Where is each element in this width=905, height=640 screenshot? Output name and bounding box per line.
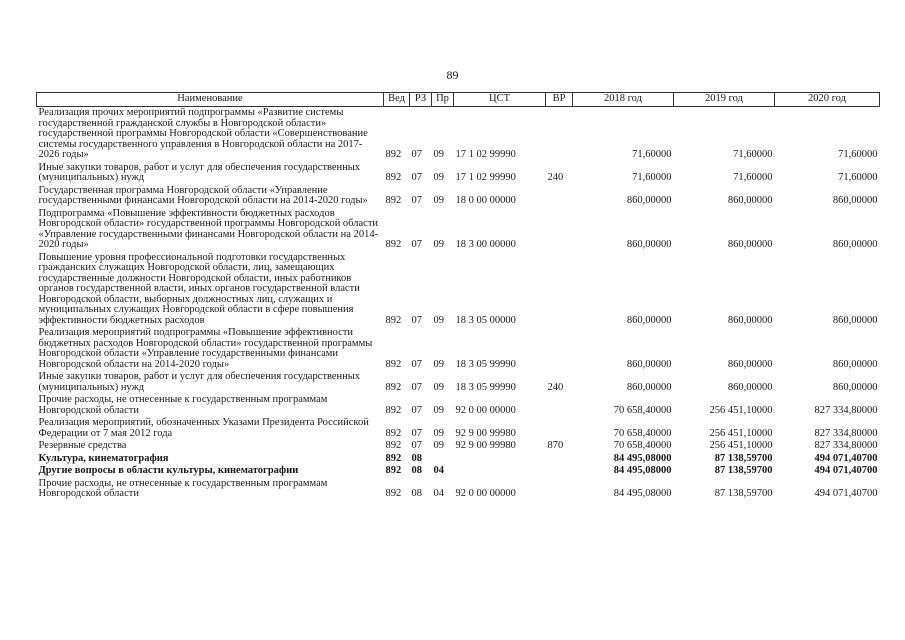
row-amount-2018: 71,60000 xyxy=(632,172,672,183)
table-row xyxy=(37,453,880,466)
row-amount-2020: 827 334,80000 xyxy=(814,440,878,451)
row-vr xyxy=(546,417,573,440)
row-ved: 892 xyxy=(385,239,402,250)
row-rz: 07 xyxy=(411,381,422,393)
row-name: Реализация мероприятий, обозначенных Указами Президента Российской Федерации от 7 мая 2012 года xyxy=(38,417,369,439)
row-amount-2018: 84 495,08000 xyxy=(613,465,672,476)
header-name: Наименование xyxy=(37,93,384,107)
row-cst: 92 0 00 00000 xyxy=(455,488,516,499)
row-rz: 07 xyxy=(411,195,422,206)
row-ved: 892 xyxy=(385,488,402,499)
row-vr xyxy=(546,465,573,478)
row-amount-2018: 860,00000 xyxy=(626,239,672,250)
row-rz: 07 xyxy=(411,314,422,326)
row-name: Реализация прочих мероприятий подпрограммы «Развитие системы государственной гражданской службы в Новгородской области» государственной программы Новгородской области «Совершенствование системы государственного управления в Новгородской области на 2017-2026 годы» xyxy=(38,107,368,160)
row-ved: 892 xyxy=(385,314,402,326)
row-vr: 870 xyxy=(547,440,564,451)
table-row xyxy=(37,162,880,185)
row-amount-2019: 860,00000 xyxy=(727,195,773,206)
row-amount-2019: 71,60000 xyxy=(733,149,773,160)
row-name: Прочие расходы, не отнесенные к государственным программам Новгородской области xyxy=(38,477,328,499)
header-pr: Пр xyxy=(432,93,454,107)
header-2018: 2018 год xyxy=(573,93,674,107)
row-cst: 18 3 05 99990 xyxy=(455,381,516,393)
row-rz: 07 xyxy=(411,358,422,370)
row-name: Реализация мероприятий подпрограммы «Повышение эффективности бюджетных расходов Новгородской области» государственной программы Новгородской области «Управление государственными финансами Новгородской области на 2014-2020 годы» xyxy=(38,327,373,370)
header-2020: 2020 год xyxy=(775,93,880,107)
row-amount-2019: 860,00000 xyxy=(727,358,773,370)
row-vr xyxy=(546,107,573,162)
row-cst: 17 1 02 99990 xyxy=(455,149,516,160)
row-pr: 09 xyxy=(433,239,444,250)
table-row xyxy=(37,252,880,328)
row-pr: 09 xyxy=(433,404,444,416)
header-ved: Вед xyxy=(384,93,410,107)
row-name: Иные закупки товаров, работ и услуг для обеспечения государственных (муниципальных) нужд xyxy=(38,371,361,393)
row-amount-2020: 860,00000 xyxy=(832,381,878,393)
row-pr: 04 xyxy=(433,488,444,499)
row-amount-2020: 71,60000 xyxy=(838,172,878,183)
table-row xyxy=(37,478,880,501)
row-ved: 892 xyxy=(385,427,402,439)
row-amount-2018: 860,00000 xyxy=(626,314,672,326)
budget-table xyxy=(36,92,880,501)
table-body xyxy=(37,107,880,501)
row-rz: 07 xyxy=(411,427,422,439)
row-rz: 07 xyxy=(411,149,422,160)
row-cst: 17 1 02 99990 xyxy=(455,172,516,183)
row-rz: 08 xyxy=(411,488,422,499)
row-ved: 892 xyxy=(385,440,402,451)
table-row xyxy=(37,417,880,440)
row-name: Государственная программа Новгородской области «Управление государственными финансами Новгородской области на 2014-2020 годы» xyxy=(38,184,368,206)
row-cst: 18 3 05 00000 xyxy=(455,314,516,326)
row-vr xyxy=(546,208,573,252)
row-pr: 09 xyxy=(433,149,444,160)
row-vr xyxy=(546,185,573,208)
row-ved: 892 xyxy=(385,149,402,160)
row-name: Повышение уровня профессиональной подготовки государственных гражданских служащих Новгородской области, лиц, замещающих государственные должности Новгородской области, иных работников органов государственной власти, иных органов государственной власти Новгородской области, выборных должностных лиц, служащих и муниципальных служащих Новгородской области в сфере повышения эффективности бюджетных расходов xyxy=(38,251,360,326)
row-ved: 892 xyxy=(385,381,402,393)
row-rz: 07 xyxy=(411,440,422,451)
header-vr: ВР xyxy=(546,93,573,107)
row-amount-2018: 84 495,08000 xyxy=(613,488,672,499)
table-row xyxy=(37,465,880,478)
row-amount-2019: 87 138,59700 xyxy=(714,488,773,499)
row-rz: 07 xyxy=(411,239,422,250)
table-row xyxy=(37,394,880,417)
row-pr: 09 xyxy=(433,358,444,370)
row-vr: 240 xyxy=(547,381,564,393)
row-cst: 92 9 00 99980 xyxy=(455,440,516,451)
row-name: Культура, кинематография xyxy=(38,452,169,464)
row-vr xyxy=(546,327,573,371)
row-vr xyxy=(546,252,573,328)
row-name: Прочие расходы, не отнесенные к государственным программам Новгородской области xyxy=(38,394,328,416)
row-rz: 07 xyxy=(411,404,422,416)
row-name: Резервные средства xyxy=(38,440,127,451)
row-amount-2018: 70 658,40000 xyxy=(613,427,672,439)
table-header-row xyxy=(37,93,880,107)
row-ved: 892 xyxy=(385,195,402,206)
row-pr: 09 xyxy=(433,440,444,451)
page-number: 89 xyxy=(446,68,459,82)
row-amount-2018: 84 495,08000 xyxy=(613,452,672,464)
header-cst: ЦСТ xyxy=(454,93,546,107)
row-rz: 07 xyxy=(411,172,422,183)
row-rz: 08 xyxy=(411,452,422,464)
row-name: Иные закупки товаров, работ и услуг для обеспечения государственных (муниципальных) нужд xyxy=(38,161,361,183)
row-ved: 892 xyxy=(385,172,402,183)
row-amount-2020: 494 071,40700 xyxy=(814,465,878,476)
row-pr: 09 xyxy=(433,381,444,393)
row-pr xyxy=(432,453,454,466)
table-row xyxy=(37,107,880,162)
row-cst: 18 0 00 00000 xyxy=(455,195,516,206)
table-row xyxy=(37,327,880,371)
row-amount-2020: 860,00000 xyxy=(832,314,878,326)
row-amount-2018: 860,00000 xyxy=(626,358,672,370)
row-amount-2020: 71,60000 xyxy=(838,149,878,160)
row-vr: 240 xyxy=(547,172,564,183)
row-cst xyxy=(454,465,546,478)
row-cst: 92 9 00 99980 xyxy=(455,427,516,439)
row-name: Подпрограмма «Повышение эффективности бюджетных расходов Новгородской области» государственной программы Новгородской области «Управление государственными финансами Новгородской области на 2014-2020 годы» xyxy=(38,207,379,250)
table-row xyxy=(37,371,880,394)
row-amount-2019: 256 451,10000 xyxy=(709,427,773,439)
row-amount-2018: 70 658,40000 xyxy=(613,440,672,451)
row-vr xyxy=(546,453,573,466)
row-amount-2018: 70 658,40000 xyxy=(613,404,672,416)
row-pr: 09 xyxy=(433,427,444,439)
row-ved: 892 xyxy=(385,465,402,476)
row-amount-2020: 827 334,80000 xyxy=(814,404,878,416)
row-cst: 92 0 00 00000 xyxy=(455,404,516,416)
row-amount-2019: 87 138,59700 xyxy=(714,452,773,464)
row-amount-2018: 860,00000 xyxy=(626,195,672,206)
row-amount-2020: 494 071,40700 xyxy=(814,452,878,464)
row-rz: 08 xyxy=(411,465,422,476)
row-ved: 892 xyxy=(385,452,402,464)
row-ved: 892 xyxy=(385,358,402,370)
row-amount-2020: 860,00000 xyxy=(832,195,878,206)
row-vr xyxy=(546,394,573,417)
row-amount-2019: 860,00000 xyxy=(727,314,773,326)
row-amount-2020: 860,00000 xyxy=(832,239,878,250)
row-cst: 18 3 05 99990 xyxy=(455,358,516,370)
row-cst: 18 3 00 00000 xyxy=(455,239,516,250)
row-amount-2020: 860,00000 xyxy=(832,358,878,370)
row-amount-2020: 827 334,80000 xyxy=(814,427,878,439)
row-pr: 09 xyxy=(433,195,444,206)
table-row xyxy=(37,440,880,453)
row-amount-2018: 860,00000 xyxy=(626,381,672,393)
header-rz: РЗ xyxy=(410,93,432,107)
row-pr: 09 xyxy=(433,314,444,326)
row-cst xyxy=(454,453,546,466)
row-pr: 09 xyxy=(433,172,444,183)
row-amount-2020: 494 071,40700 xyxy=(814,488,878,499)
row-amount-2019: 71,60000 xyxy=(733,172,773,183)
header-2019: 2019 год xyxy=(674,93,775,107)
row-amount-2018: 71,60000 xyxy=(632,149,672,160)
row-amount-2019: 256 451,10000 xyxy=(709,440,773,451)
table-row xyxy=(37,185,880,208)
row-name: Другие вопросы в области культуры, кинематографии xyxy=(38,465,299,476)
row-ved: 892 xyxy=(385,404,402,416)
row-amount-2019: 256 451,10000 xyxy=(709,404,773,416)
row-pr: 04 xyxy=(433,465,444,476)
row-amount-2019: 860,00000 xyxy=(727,381,773,393)
row-amount-2019: 860,00000 xyxy=(727,239,773,250)
table-row xyxy=(37,208,880,252)
row-vr xyxy=(546,478,573,501)
row-amount-2019: 87 138,59700 xyxy=(714,465,773,476)
